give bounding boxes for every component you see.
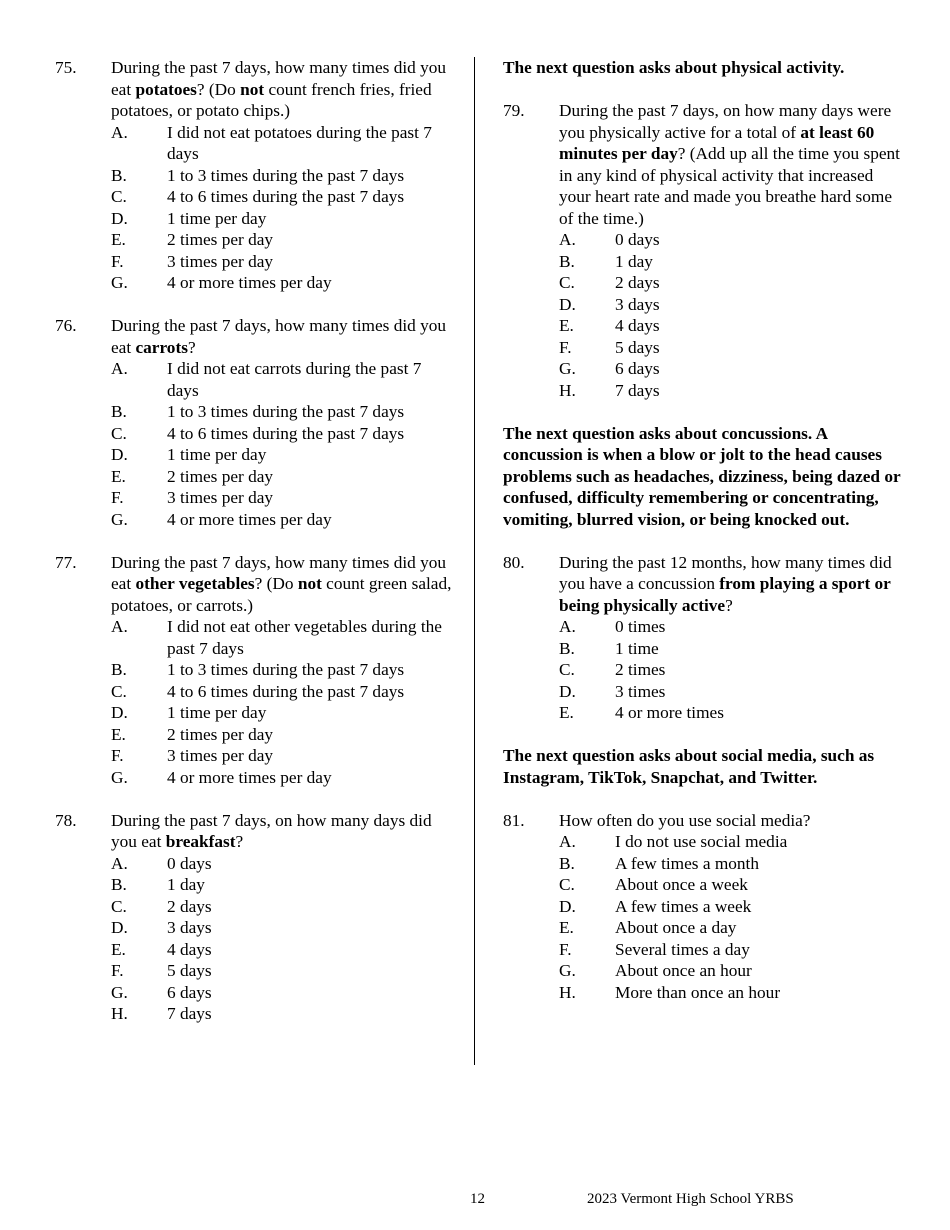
question-76 [55, 315, 455, 530]
column-divider [474, 57, 475, 1065]
answer-option: A. 0 days [111, 853, 212, 873]
question-79 [503, 100, 903, 401]
page-number: 12 [470, 1191, 485, 1207]
question-80 [503, 552, 903, 724]
answer-option: D. 1 time per day [111, 208, 267, 228]
document-title: 2023 Vermont High School YRBS [587, 1191, 794, 1207]
answer-option: C. 2 days [111, 896, 212, 916]
answer-option: B. 1 to 3 times during the past 7 days [111, 165, 405, 185]
question-number: 75. [55, 58, 77, 77]
answer-option: E. 2 times per day [111, 466, 274, 486]
question-text: During the past 7 days, how many times did you eat other vegetables? (Do not count green salad, potatoes, or carrots.) [111, 552, 452, 615]
answer-option: C. About once a week [559, 875, 748, 894]
answer-option: G. About once an hour [559, 961, 752, 980]
question-text: During the past 7 days, on how many days were you physically active for a total of at least 60 minutes per day? (Add up all the time you spent in any kind of physical activity that increased your heart rate and made you breathe hard some of the time.) [559, 101, 900, 228]
answer-option: F. 5 days [559, 337, 660, 357]
answer-option: E. 4 days [111, 939, 212, 959]
question-81 [503, 810, 903, 1004]
question-number: 81. [503, 810, 525, 830]
right-column [503, 57, 903, 1025]
answer-option: E. 2 times per day [111, 724, 274, 744]
question-text: During the past 7 days, how many times did you eat carrots? [111, 316, 447, 357]
answer-option: G. 4 or more times per day [111, 273, 332, 292]
section-heading-physical-activity: The next question asks about physical activity. [503, 58, 845, 77]
answer-option: A. I did not eat carrots during the past 7 days [111, 359, 422, 400]
question-78 [55, 810, 455, 1025]
answer-option: B. A few times a month [559, 853, 759, 873]
answer-option: F. Several times a day [559, 939, 750, 959]
answer-option: G. 6 days [559, 359, 660, 378]
question-text: During the past 12 months, how many times did you have a concussion from playing a sport or being physically active? [559, 552, 892, 615]
answer-option: C. 2 days [559, 273, 660, 292]
answer-option: F. 5 days [111, 961, 212, 980]
answer-option: G. 4 or more times per day [111, 509, 332, 529]
left-column [55, 57, 455, 1046]
question-text: During the past 7 days, how many times did you eat potatoes? (Do not count french fries, fried potatoes, or potato chips.) [111, 58, 447, 120]
section-heading-concussions: The next question asks about concussions. A concussion is when a blow or jolt to the head causes problems such as headaches, dizziness, being dazed or confused, difficulty remembering or concentrating, vomiting, blurred vision, or being knocked out. [503, 423, 901, 529]
answer-option: A. I did not eat potatoes during the past 7 days [111, 122, 432, 163]
answer-option: E. 4 days [559, 316, 660, 335]
answer-option: A. 0 days [559, 230, 660, 249]
answer-option: F. 3 times per day [111, 251, 274, 271]
answer-option: A. I do not use social media [559, 832, 788, 851]
question-75 [55, 57, 455, 294]
answer-option: B. 1 day [111, 875, 205, 894]
question-number: 76. [55, 316, 77, 335]
answer-option: F. 3 times per day [111, 746, 274, 765]
question-number: 79. [503, 101, 525, 120]
question-number: 80. [503, 552, 525, 572]
answer-option: C. 4 to 6 times during the past 7 days [111, 187, 405, 206]
answer-option: E. About once a day [559, 918, 737, 937]
question-text: During the past 7 days, on how many days did you eat breakfast? [111, 810, 432, 851]
question-number: 77. [55, 552, 77, 572]
answer-option: D. 3 days [559, 294, 660, 314]
answer-option: B. 1 to 3 times during the past 7 days [111, 660, 405, 679]
answer-option: H. 7 days [559, 380, 660, 400]
answer-option: F. 3 times per day [111, 488, 274, 507]
answer-option: A. 0 times [559, 617, 666, 636]
question-77 [55, 552, 455, 789]
answer-option: G. 4 or more times per day [111, 767, 332, 787]
answer-option: G. 6 days [111, 982, 212, 1002]
answer-option: D. A few times a week [559, 896, 752, 916]
answer-option: A. I did not eat other vegetables during the past 7 days [111, 617, 442, 658]
answer-option: D. 3 days [111, 918, 212, 937]
answer-option: C. 2 times [559, 660, 666, 679]
answer-option: C. 4 to 6 times during the past 7 days [111, 681, 405, 701]
answer-option: C. 4 to 6 times during the past 7 days [111, 423, 405, 443]
question-number: 78. [55, 810, 77, 830]
answer-option: H. 7 days [111, 1004, 212, 1023]
question-text: How often do you use social media? [559, 810, 811, 830]
answer-option: D. 1 time per day [111, 445, 267, 464]
answer-option: B. 1 day [559, 251, 653, 271]
answer-option: E. 4 or more times [559, 703, 724, 722]
answer-option: B. 1 to 3 times during the past 7 days [111, 402, 405, 421]
answer-option: D. 3 times [559, 681, 666, 701]
answer-option: B. 1 time [559, 638, 659, 658]
answer-option: E. 2 times per day [111, 230, 274, 249]
answer-option: D. 1 time per day [111, 703, 267, 722]
answer-option: H. More than once an hour [559, 982, 781, 1002]
section-heading-social-media: The next question asks about social media, such as Instagram, TikTok, Snapchat, and Twitter. [503, 746, 875, 787]
